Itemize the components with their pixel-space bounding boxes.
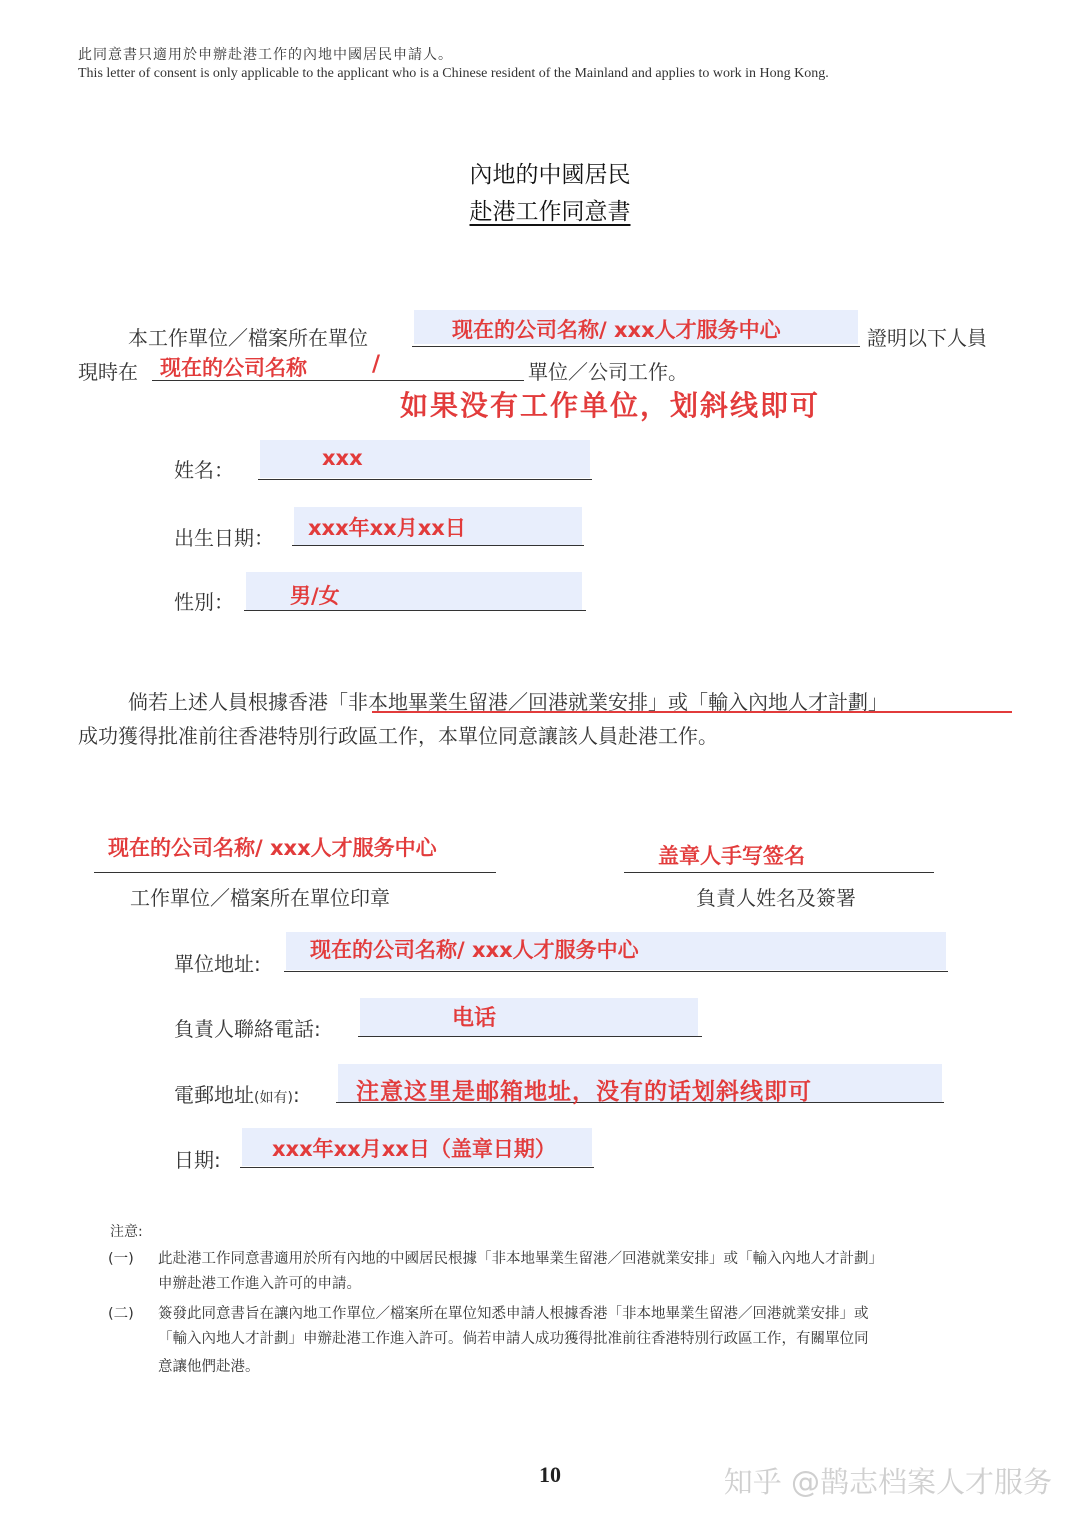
note-2-line-2: 「輸入內地人才計劃」申辦赴港工作進入許可。倘若申請人成功獲得批准前往香港特別行政區工作，有關單位同 [158,1331,869,1347]
header-note-zh: 此同意書只適用於申辦赴港工作的內地中國居民申請人。 [78,47,453,63]
date-label: 日期: [174,1148,221,1172]
watermark: 知乎 @鹊志档案人才服务 [723,1465,1052,1499]
title-line-1: 內地的中國居民 [469,162,631,188]
name-field-bg [260,440,590,478]
note-1-line-1: 此赴港工作同意書適用於所有內地的中國居民根據「非本地畢業生留港／回港就業安排」或「輸入內地人才計劃」 [158,1251,883,1267]
note-2-mark: (二) [108,1306,134,1322]
note-2-line-1: 簽發此同意書旨在讓內地工作單位／檔案所在單位知悉申請人根據香港「非本地畢業生留港／回港就業安排」或 [158,1306,869,1322]
current-company-field[interactable]: 现在的公司名称 [160,356,307,380]
phone-field-bg [360,998,698,1036]
date-field-line [240,1167,594,1168]
address-field[interactable]: 现在的公司名称/ xxx人才服务中心 [310,938,639,962]
email-field[interactable]: 注意这里是邮箱地址，没有的话划斜线即可 [356,1079,812,1105]
signature-label: 負責人姓名及簽署 [696,886,856,910]
seal-line [94,872,496,873]
name-label: 姓名： [174,458,234,482]
certify-line2-suffix: 單位／公司工作。 [528,360,688,384]
title-line-2: 赴港工作同意書 [469,199,631,225]
note-2-line-3: 意讓他們赴港。 [158,1359,260,1375]
current-company-slash: / [372,352,381,377]
seal-field[interactable]: 现在的公司名称/ xxx人才服务中心 [108,836,437,860]
email-label: 電郵地址(如有): [174,1083,300,1107]
note-1-mark: (一) [108,1251,134,1267]
signature-line [624,872,934,873]
certify-suffix: 證明以下人員 [867,326,987,350]
sex-field-line [244,610,586,611]
no-employer-hint: 如果没有工作单位，划斜线即可 [400,389,821,422]
phone-field-line [358,1036,702,1037]
paragraph-line-1: 倘若上述人員根據香港「非本地畢業生留港／回港就業安排」或「輸入內地人才計劃」 [128,690,888,714]
date-field[interactable]: xxx年xx月xx日（盖章日期） [272,1137,556,1161]
company-field[interactable]: 现在的公司名称/ xxx人才服务中心 [452,318,781,342]
paragraph-line-2: 成功獲得批准前往香港特別行政區工作，本單位同意讓該人員赴港工作。 [78,724,718,748]
phone-label: 負責人聯絡電話: [174,1017,321,1041]
address-label: 單位地址: [174,952,261,976]
seal-label: 工作單位／檔案所在單位印章 [130,886,390,910]
dob-field-line [292,545,584,546]
name-field-line [258,479,592,480]
signature-field[interactable]: 盖章人手写签名 [658,844,805,868]
dob-field[interactable]: xxx年xx月xx日 [308,516,466,540]
sex-label: 性別： [174,590,234,614]
page-number: 10 [539,1462,561,1487]
header-note-en: This letter of consent is only applicable to the applicant who is a Chinese resident of the Mainland and applies to work in Hong Kong. [78,66,829,81]
address-field-line [284,971,948,972]
paragraph-red-underline [372,711,1012,713]
phone-field[interactable]: 电话 [452,1006,497,1031]
note-1-line-2: 申辦赴港工作進入許可的申請。 [158,1276,361,1292]
dob-label: 出生日期： [174,526,274,550]
certify-prefix: 本工作單位／檔案所在單位 [128,326,368,350]
name-field[interactable]: xxx [322,446,363,470]
notes-heading: 注意: [110,1224,143,1240]
company-field-line [412,346,860,347]
certify-line2-prefix: 現時在 [78,360,138,384]
sex-field[interactable]: 男/女 [290,584,340,608]
